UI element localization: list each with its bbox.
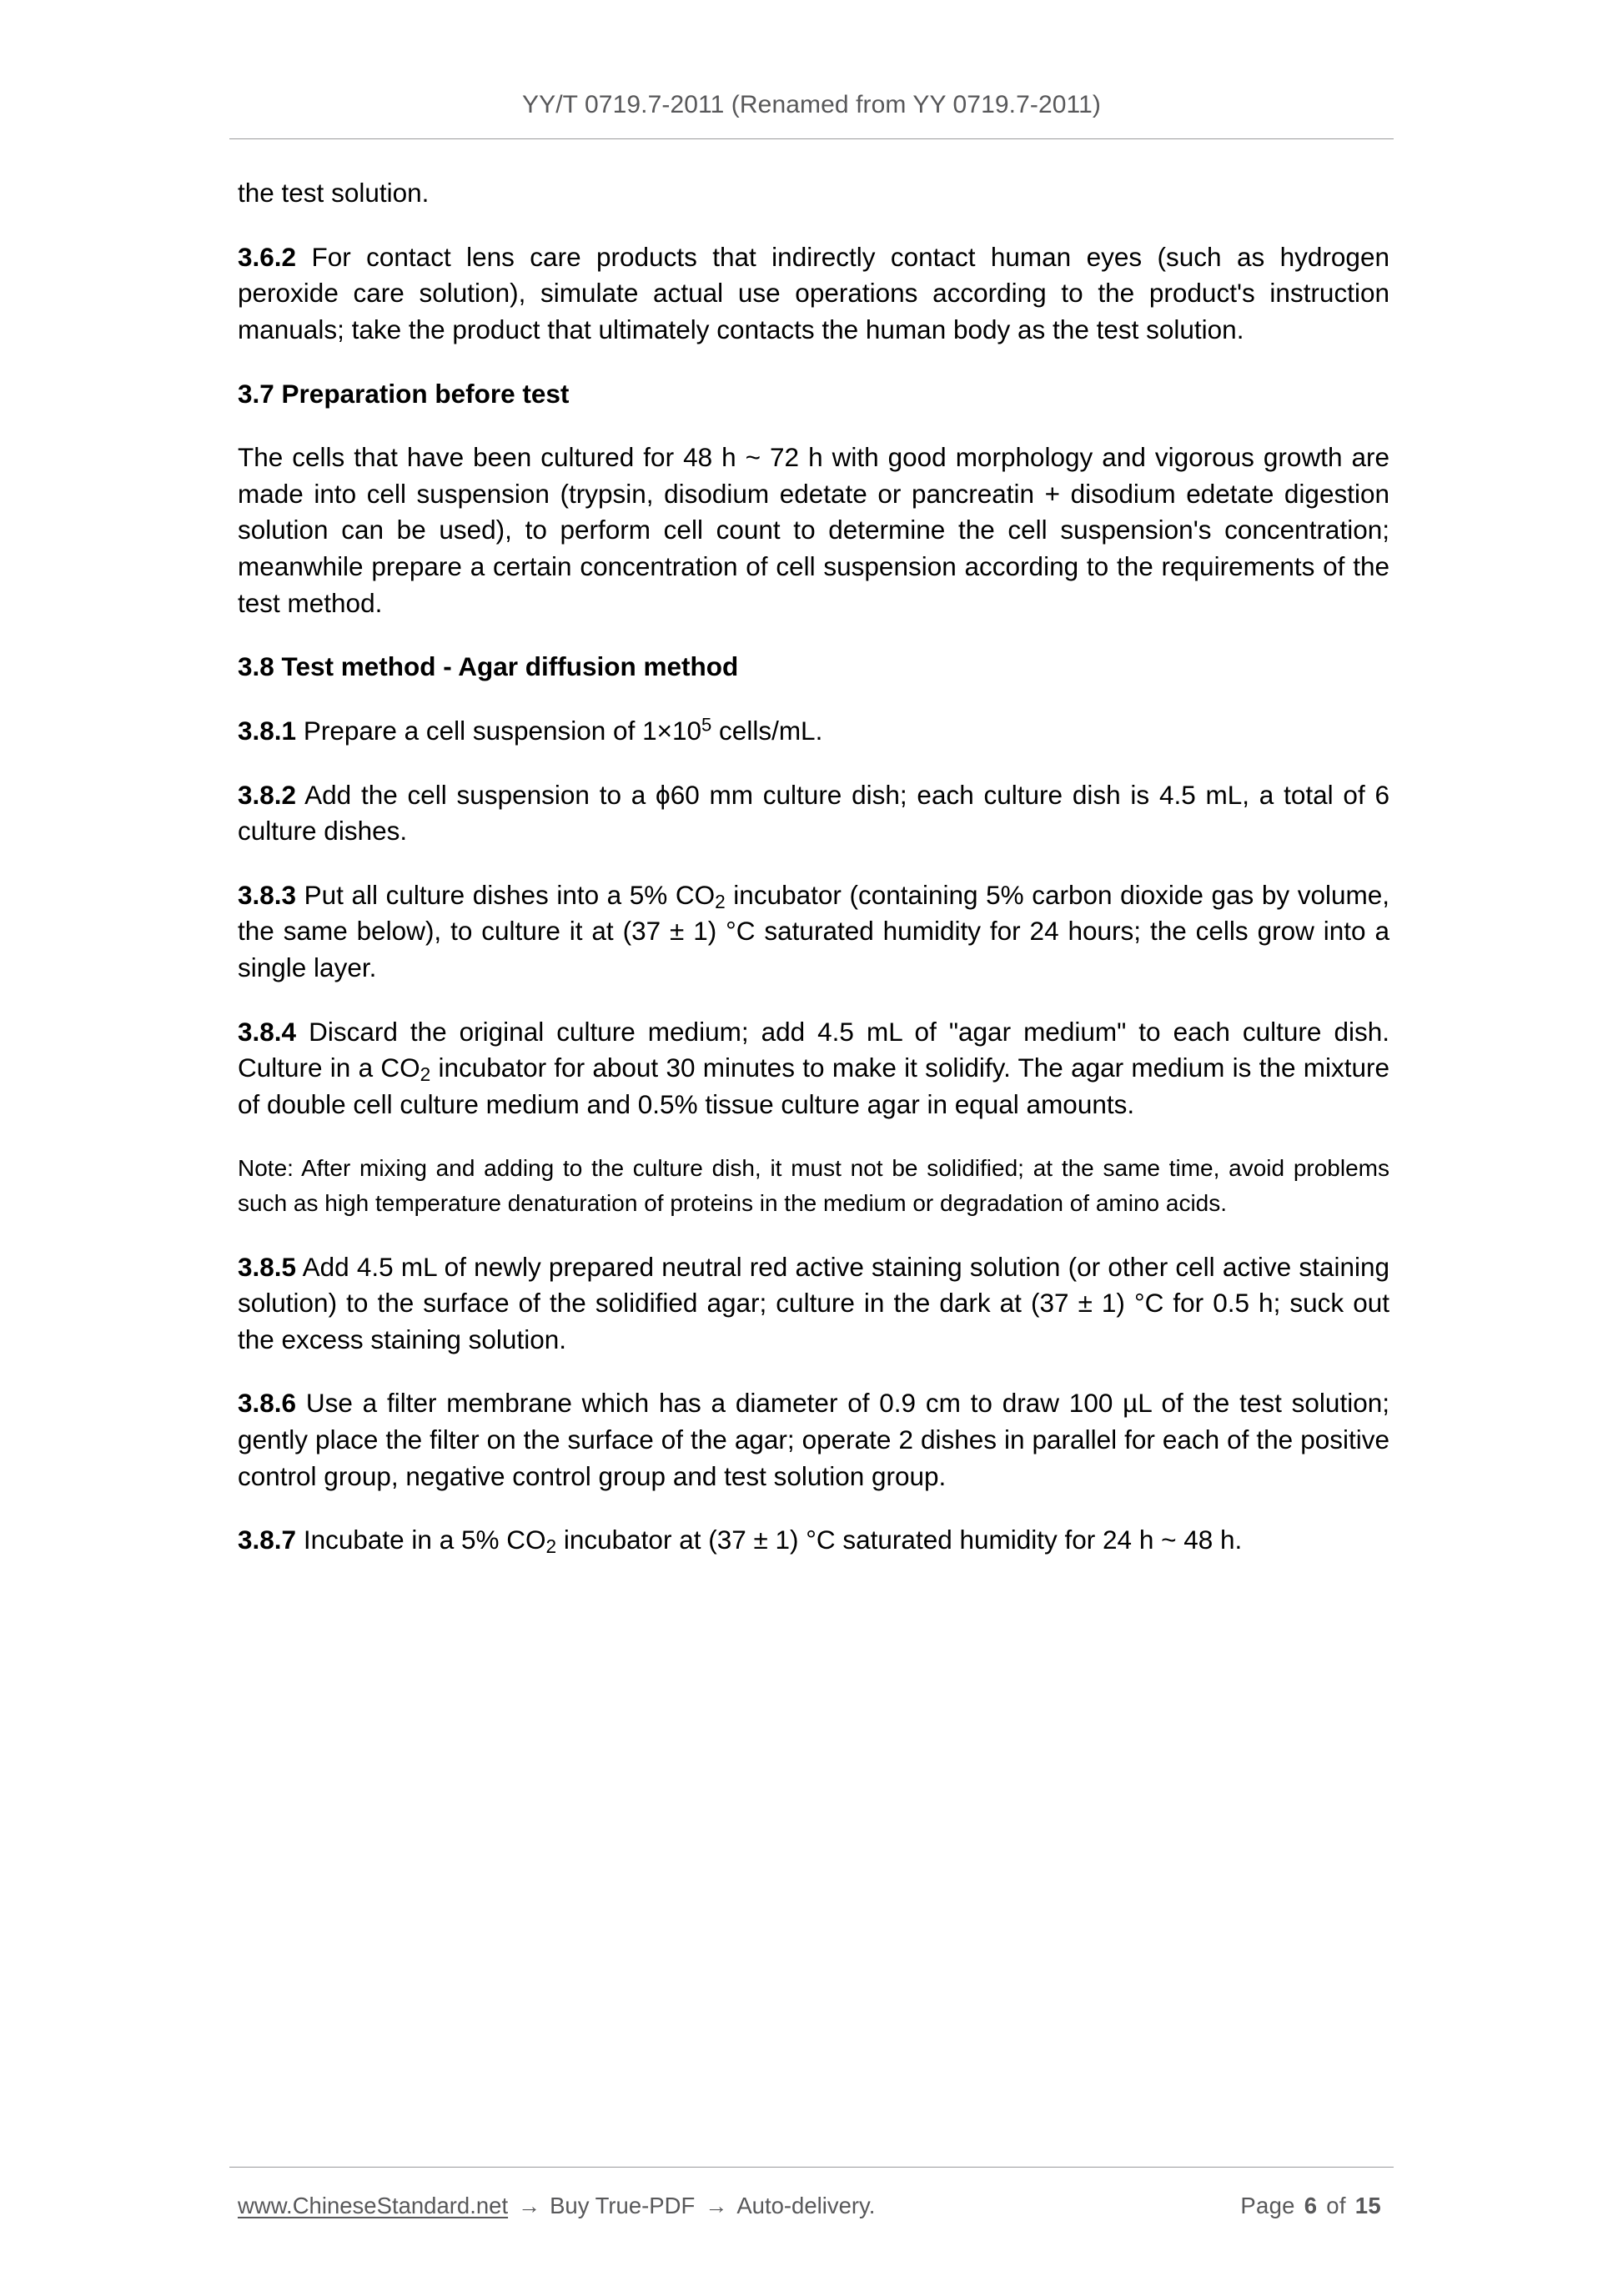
paragraph-3-8-5 [238, 1249, 1389, 1359]
clause-number-3-8-2: 3.8.2 [238, 779, 297, 810]
header-divider [229, 138, 1394, 139]
footer-auto-delivery-text: Auto-delivery. [736, 2193, 876, 2218]
subscript-co2-3-8-4: 2 [420, 1063, 431, 1086]
paragraph-3-8-3 [238, 877, 1389, 987]
clause-text-3-8-3-b: incubator (containing 5% carbon dioxide gas by volume, the same below), to culture it at (37 ± 1) °C saturated humidity for 24 hours; the cells grow into a single layer. [238, 879, 1389, 982]
current-page-number: 6 [1304, 2193, 1318, 2218]
heading-3-8: 3.8 Test method - Agar diffusion method [238, 651, 739, 682]
clause-text-3-8-2: Add the cell suspension to a ϕ60 mm culture dish; each culture dish is 4.5 mL, a total of 6 culture dishes. [238, 779, 1389, 847]
footer-row [229, 2193, 1394, 2219]
carryover-text: the test solution. [238, 178, 430, 208]
clause-number-3-8-4: 3.8.4 [238, 1016, 297, 1047]
page-number-indicator [1240, 2193, 1384, 2219]
footer-promo [238, 2193, 875, 2219]
paragraph-3-8-4 [238, 1014, 1389, 1123]
subscript-co2-3-8-3: 2 [715, 890, 726, 912]
superscript-exponent-5: 5 [701, 714, 712, 736]
clause-text-3-8-5: Add 4.5 mL of newly prepared neutral red active staining solution (or other cell active staining solution) to the surface of the solidified agar; culture in the dark at (37 ± 1) °C for 0.5 h; suck out the excess staining solution. [238, 1251, 1389, 1354]
clause-text-3-8-3-a: Put all culture dishes into a 5% CO [304, 879, 716, 910]
clause-number-3-8-1: 3.8.1 [238, 715, 297, 746]
of-label: of [1326, 2193, 1346, 2218]
clause-text-3-6-2: For contact lens care products that indirectly contact human eyes (such as hydrogen peroxide care solution), simulate actual use operations according to the product's instruction manuals; take the product that ultimately contacts the human body as the test solution. [238, 241, 1389, 344]
footer-website-link[interactable]: www.ChineseStandard.net [238, 2193, 509, 2218]
page-header [229, 90, 1394, 139]
total-page-count: 15 [1354, 2193, 1381, 2218]
footer-divider [229, 2167, 1394, 2168]
clause-text-3-8-6: Use a filter membrane which has a diameter of 0.9 cm to draw 100 µL of the test solution; gently place the filter on the surface of the agar; operate 2 dishes in parallel for each of the positive control group, negative control group and test solution group. [238, 1388, 1389, 1491]
clause-number-3-8-5: 3.8.5 [238, 1251, 297, 1282]
clause-text-3-7: The cells that have been cultured for 48 h ~ 72 h with good morphology and vigorous growth are made into cell suspension (trypsin, disodium edetate or pancreatin + disodium edetate digestion solution can be used), to perform cell count to determine the cell suspension's concentration; meanwhile prepare a certain concentration of cell suspension according to the requirements of the test method. [238, 442, 1389, 618]
document-body [238, 175, 1389, 1559]
paragraph-3-8-1 [238, 713, 1389, 750]
clause-number-3-6-2: 3.6.2 [238, 241, 297, 272]
note-paragraph: Note: After mixing and adding to the culture dish, it must not be solidified; at the same time, avoid problems such as high temperature denaturation of proteins in the medium or degradation of amino acids. [238, 1154, 1389, 1217]
footer-buy-true-pdf-text: Buy True-PDF [550, 2193, 696, 2218]
clause-number-3-8-6: 3.8.6 [238, 1388, 297, 1419]
heading-3-7: 3.7 Preparation before test [238, 378, 570, 409]
arrow-right-icon-2: → [705, 2193, 728, 2218]
clause-number-3-8-3: 3.8.3 [238, 879, 297, 910]
paragraph-3-8-2 [238, 777, 1389, 850]
paragraph-3-8-6 [238, 1385, 1389, 1495]
clause-text-3-8-1-a: Prepare a cell suspension of 1×10 [303, 715, 702, 746]
clause-text-3-8-4-b: incubator for about 30 minutes to make it solidify. The agar medium is the mixture of double cell culture medium and 0.5% tissue culture agar in equal amounts. [238, 1053, 1389, 1119]
clause-text-3-8-4-a: Discard the original culture medium; add 4.5 mL of "agar medium" to each culture dish. Culture in a CO [238, 1016, 1389, 1083]
paragraph-carryover [238, 175, 1389, 212]
subscript-co2-3-8-7: 2 [545, 1535, 557, 1558]
page-label: Page [1240, 2193, 1295, 2218]
paragraph-3-7-body [238, 440, 1389, 621]
clause-text-3-8-7-a: Incubate in a 5% CO [303, 1525, 546, 1555]
clause-text-3-8-1-b: cells/mL. [711, 715, 823, 746]
clause-text-3-8-7-b: incubator at (37 ± 1) °C saturated humidity for 24 h ~ 48 h. [556, 1525, 1243, 1555]
paragraph-3-6-2 [238, 239, 1389, 349]
document-standard-title: YY/T 0719.7-2011 (Renamed from YY 0719.7-2011) [522, 91, 1101, 118]
paragraph-3-8-7 [238, 1522, 1389, 1559]
arrow-right-icon: → [518, 2193, 541, 2218]
clause-number-3-8-7: 3.8.7 [238, 1525, 297, 1555]
page-footer [229, 2167, 1394, 2219]
